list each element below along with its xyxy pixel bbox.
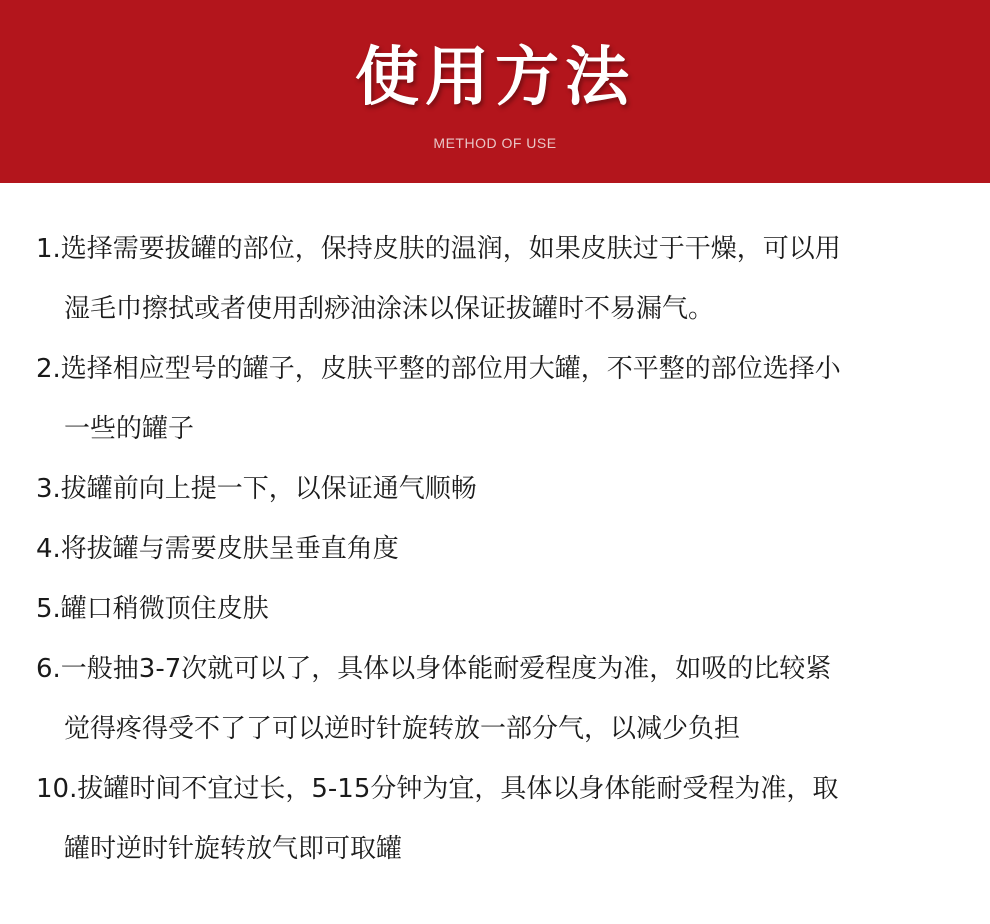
step-1 [36,219,966,339]
step-2 [36,339,966,459]
step-3-line-1: 3.拔罐前向上提一下，以保证通气顺畅 [36,474,477,504]
step-6-line-2: 觉得疼得受不了了可以逆时针旋转放一部分气，以减少负担 [64,714,741,744]
step-4 [36,519,966,579]
step-6-line-1: 6.一般抽3-7次就可以了，具体以身体能耐爱程度为准，如吸的比较紧 [36,654,832,684]
step-6 [36,639,966,759]
header-banner [0,0,990,183]
step-5 [36,579,966,639]
step-4-line-1: 4.将拔罐与需要皮肤呈垂直角度 [36,534,399,564]
step-10-line-1: 10.拔罐时间不宜过长，5-15分钟为宜，具体以身体能耐受程为准，取 [36,774,839,804]
page-subtitle: METHOD OF USE [433,135,557,151]
step-1-line-1: 1.选择需要拔罐的部位，保持皮肤的温润，如果皮肤过于干燥，可以用 [36,234,841,264]
step-1-line-2: 湿毛巾擦拭或者使用刮痧油涂沫以保证拔罐时不易漏气。 [64,294,715,324]
page-title: 使用方法 [355,41,635,115]
step-2-line-2: 一些的罐子 [64,414,195,444]
step-5-line-1: 5.罐口稍微顶住皮肤 [36,594,269,624]
step-3 [36,459,966,519]
step-10-line-2: 罐时逆时针旋转放气即可取罐 [64,834,403,864]
step-10 [36,759,966,879]
step-2-line-1: 2.选择相应型号的罐子，皮肤平整的部位用大罐，不平整的部位选择小 [36,354,841,384]
